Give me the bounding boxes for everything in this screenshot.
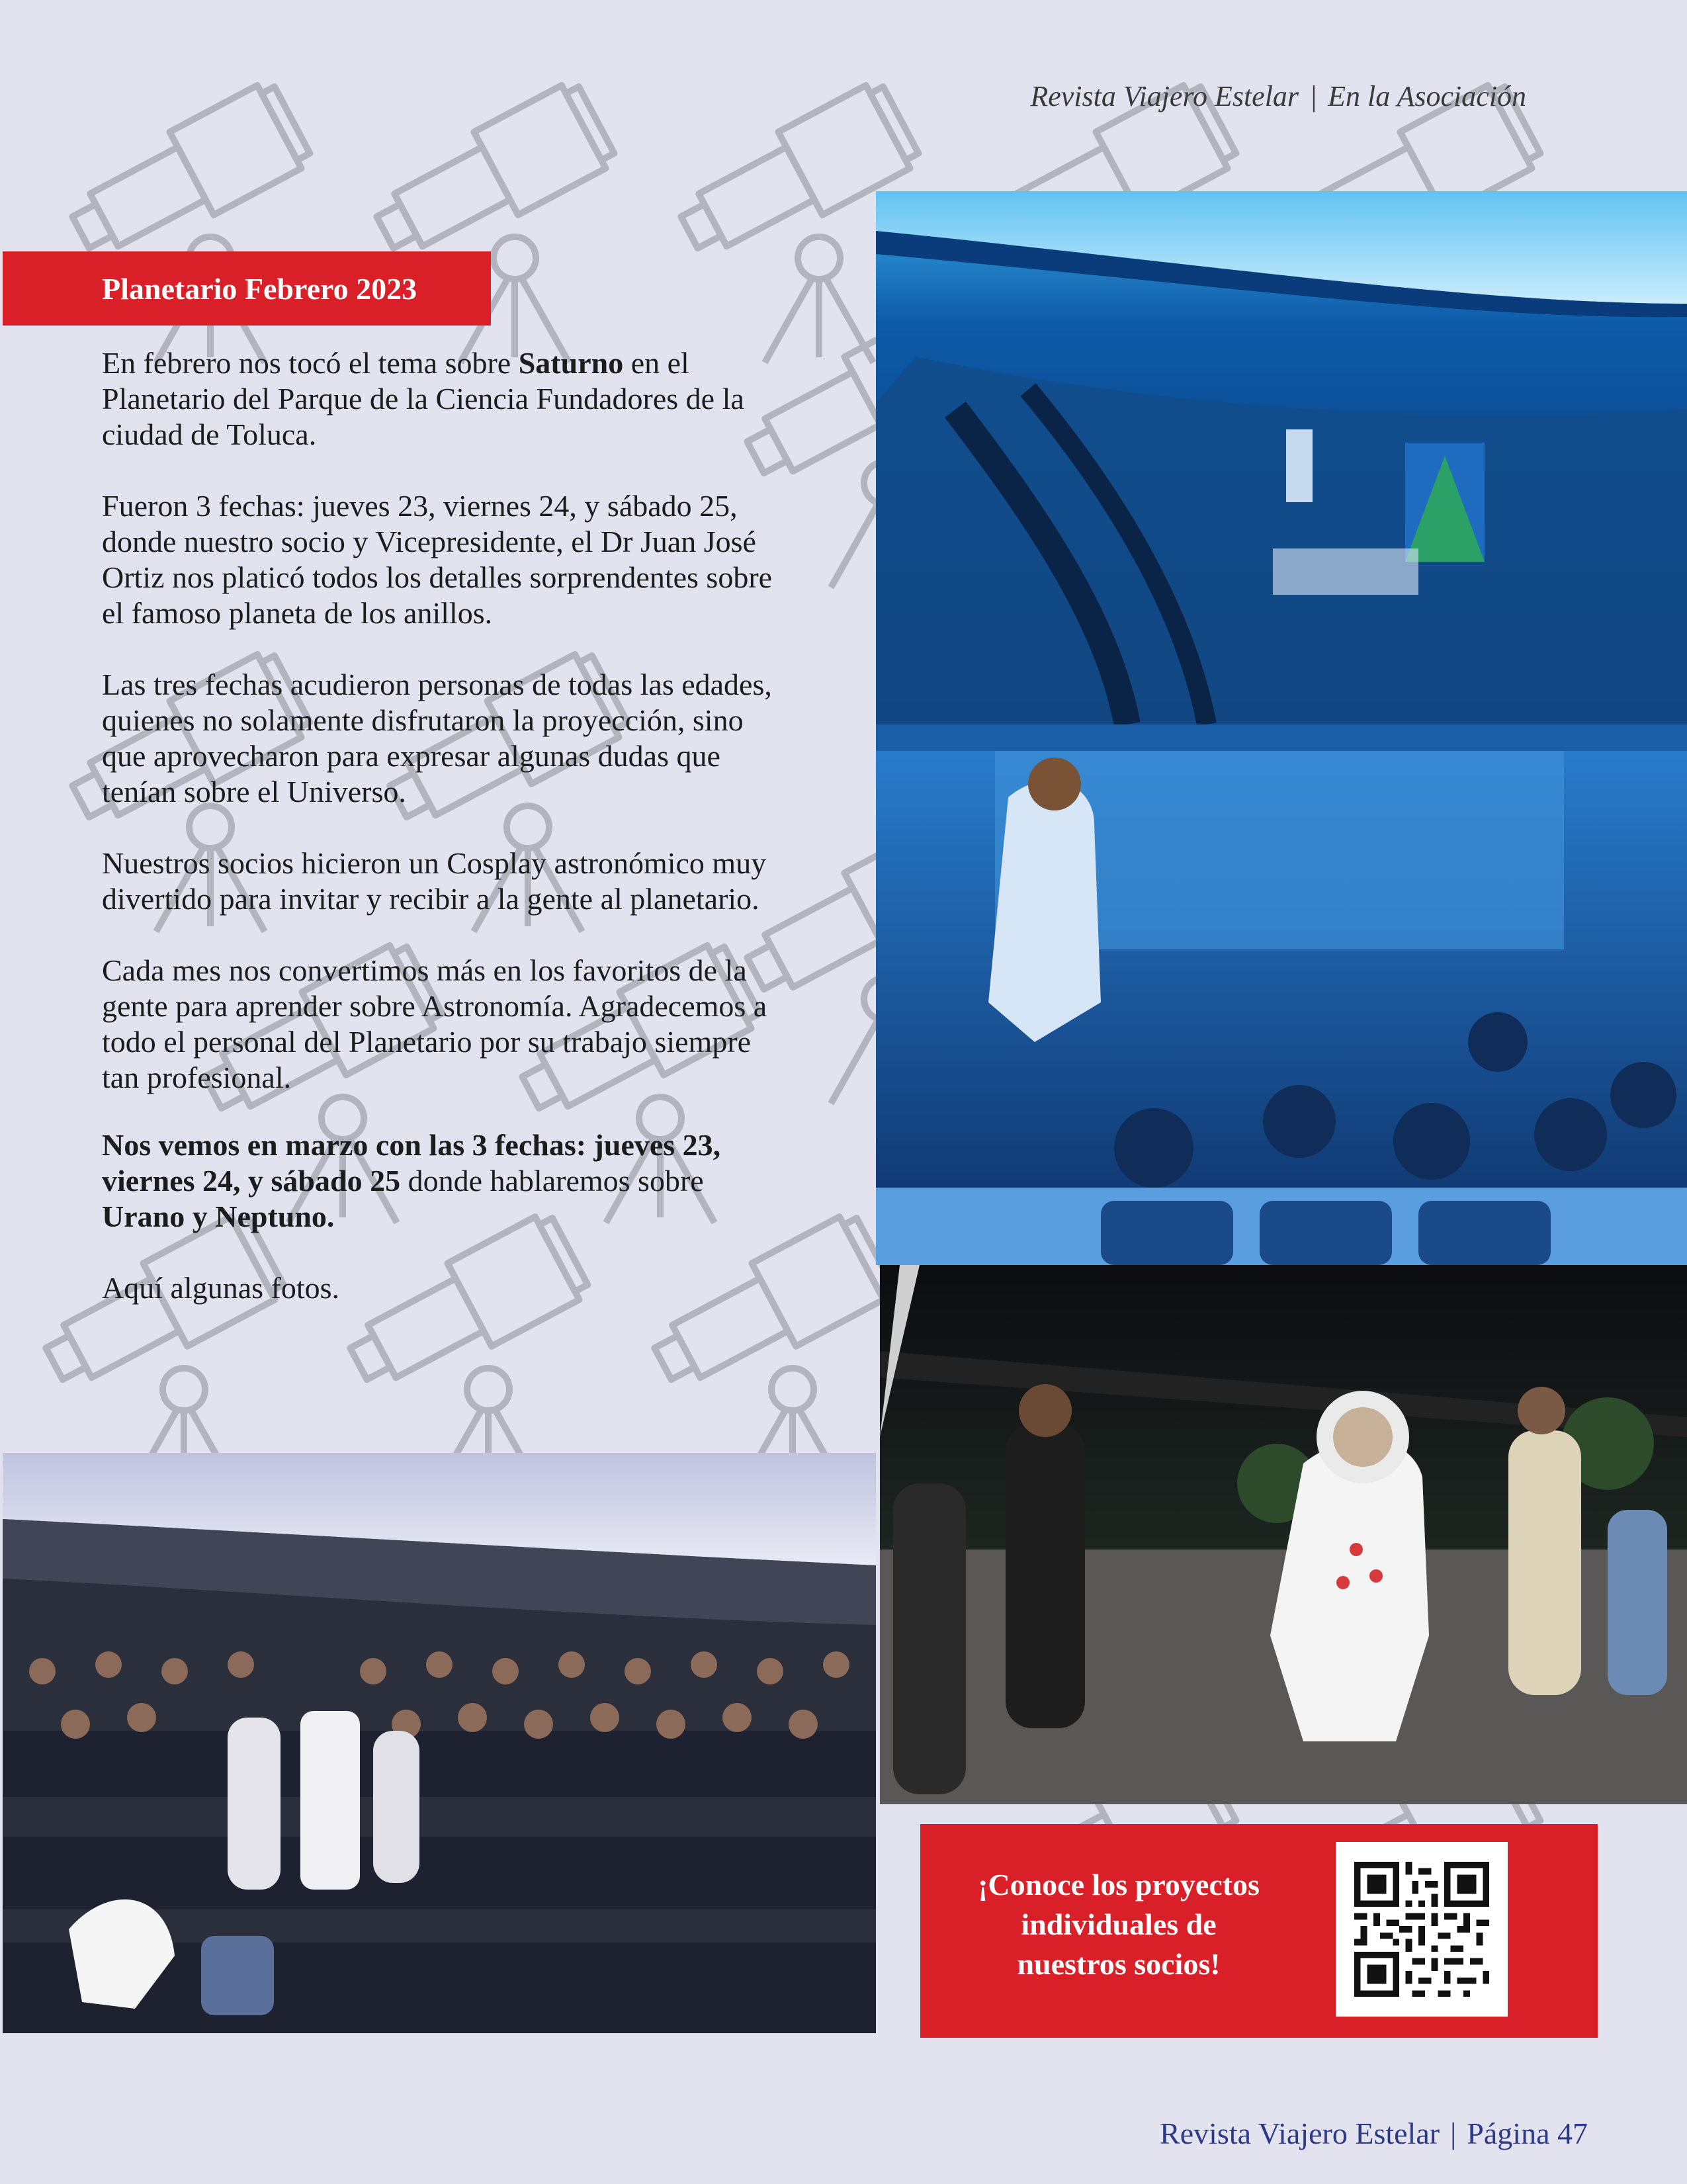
footer-magazine-name: Revista Viajero Estelar [1160, 2117, 1440, 2150]
paragraph-1-text-b: en el Planetario del Parque de la Ciencia Fundadores de la ciudad de Toluca. [102, 346, 744, 451]
paragraph-1-text-a: En febrero nos tocó el tema sobre [102, 346, 519, 380]
paragraph-1 [102, 345, 790, 453]
photo-audience-blue [876, 724, 1687, 1265]
promo-line-1: ¡Conoce los proyectos [978, 1868, 1260, 1901]
page-number: Página 47 [1467, 2117, 1588, 2150]
promo-text [947, 1865, 1291, 1984]
running-header [1030, 79, 1526, 113]
article-body [102, 345, 790, 1342]
photo-astronaut-cosplay [880, 1265, 1687, 1804]
promo-box [920, 1824, 1598, 2038]
promo-line-3: nuestros socios! [1017, 1947, 1221, 1981]
paragraph-6-bold-a: Nos vemos en marzo con las 3 fechas: jueves 23, viernes 24, y sábado 25 [102, 1128, 721, 1198]
paragraph-7: Aquí algunas fotos. [102, 1271, 340, 1305]
page-footer [1160, 2116, 1588, 2151]
paragraph-6-bold-b: Urano y Neptuno. [102, 1200, 335, 1233]
paragraph-2: Fueron 3 fechas: jueves 23, viernes 24, y sábado 25, donde nuestro socio y Vicepresidente, el Dr Juan José Ortiz nos platicó todos los detalles sorprendentes sobre el famoso planeta de los anillos. [102, 489, 773, 630]
paragraph-4: Nuestros socios hicieron un Cosplay astronómico muy divertido para invitar y recibir a la gente al planetario. [102, 846, 767, 916]
paragraph-6-text: donde hablaremos sobre [400, 1164, 704, 1198]
paragraph-1-bold: Saturno [518, 346, 624, 380]
paragraph-6 [102, 1127, 790, 1235]
photo-theater-audience [3, 1453, 876, 2033]
article-title-banner [3, 251, 491, 326]
header-section-name: En la Asociación [1328, 80, 1526, 112]
promo-line-2: individuales de [1021, 1907, 1217, 1941]
header-separator: | [1309, 80, 1318, 112]
paragraph-5: Cada mes nos convertimos más en los favoritos de la gente para aprender sobre Astronomía. Agradecemos a todo el personal del Planetario por su trabajo siempre tan profesional. [102, 953, 767, 1094]
article-title: Planetario Febrero 2023 [102, 271, 417, 306]
footer-separator: | [1450, 2117, 1457, 2150]
paragraph-3: Las tres fechas acudieron personas de todas las edades, quienes no solamente disfrutaron la proyección, sino que aprovecharon para expresar algunas dudas que tenían sobre el Universo. [102, 668, 772, 808]
header-magazine-name: Revista Viajero Estelar [1030, 80, 1299, 112]
qr-code[interactable] [1336, 1842, 1508, 2017]
photo-planetarium-dome [876, 191, 1687, 724]
